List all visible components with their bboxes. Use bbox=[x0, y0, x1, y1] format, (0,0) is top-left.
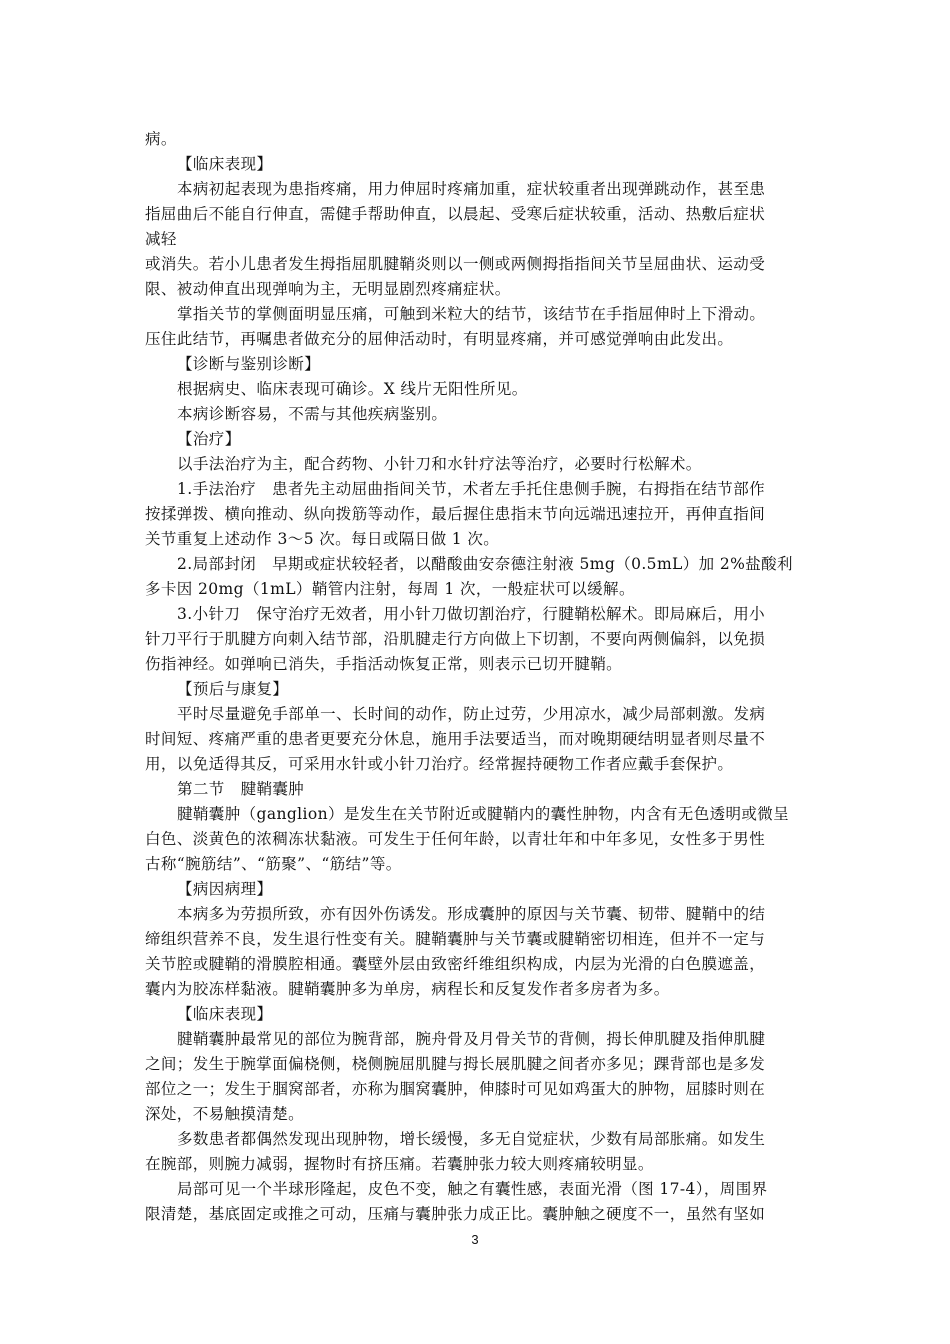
text-line: 关节重复上述动作 3～5 次。每日或隔日做 1 次。 bbox=[145, 530, 500, 548]
text-line: 多数患者都偶然发现出现肿物，增长缓慢，多无自觉症状，少数有局部胀痛。如发生 bbox=[177, 1130, 766, 1148]
text-line: 部位之一；发生于腘窝部者，亦称为腘窝囊肿，伸膝时可见如鸡蛋大的肿物，屈膝时则在 bbox=[145, 1080, 766, 1098]
text-line: 或消失。若小儿患者发生拇指屈肌腱鞘炎则以一侧或两侧拇指指间关节呈屈曲状、运动受 bbox=[145, 255, 766, 273]
text-line: 限清楚，基底固定或推之可动，压痛与囊肿张力成正比。囊肿触之硬度不一，虽然有坚如 bbox=[145, 1205, 766, 1223]
text-line: 指屈曲后不能自行伸直，需健手帮助伸直，以晨起、受寒后症状较重，活动、热敷后症状 bbox=[145, 205, 766, 223]
text-line: 囊内为胶冻样黏液。腱鞘囊肿多为单房，病程长和反复发作者多房者为多。 bbox=[145, 980, 670, 998]
text-line: 病。 bbox=[145, 130, 177, 148]
text-line: 关节腔或腱鞘的滑膜腔相通。囊壁外层由致密纤维组织构成，内层为光滑的白色膜遮盖， bbox=[145, 955, 766, 973]
text-line: 2.局部封闭 早期或症状较轻者，以醋酸曲安奈德注射液 5mg（0.5mL）加 2%盐酸利 bbox=[177, 555, 793, 573]
text-line: 伤指神经。如弹响已消失，手指活动恢复正常，则表示已切开腱鞘。 bbox=[145, 655, 623, 673]
text-line: 【预后与康复】 bbox=[177, 680, 289, 698]
text-line: 平时尽量避免手部单一、长时间的动作，防止过劳，少用凉水，减少局部刺激。发病 bbox=[177, 705, 766, 723]
text-line: 在腕部，则腕力减弱，握物时有挤压痛。若囊肿张力较大则疼痛较明显。 bbox=[145, 1155, 654, 1173]
text-line: 限、被动伸直出现弹响为主，无明显剧烈疼痛症状。 bbox=[145, 280, 511, 298]
text-line: 本病初起表现为患指疼痛，用力伸屈时疼痛加重，症状较重者出现弹跳动作，甚至患 bbox=[177, 180, 766, 198]
text-line: 之间；发生于腕掌面偏桡侧，桡侧腕屈肌腱与拇长展肌腱之间者亦多见；踝背部也是多发 bbox=[145, 1055, 766, 1073]
text-line: 【病因病理】 bbox=[177, 880, 273, 898]
text-line: 时间短、疼痛严重的患者更要充分休息，施用手法要适当，而对晚期硬结明显者则尽量不 bbox=[145, 730, 766, 748]
text-line: 本病多为劳损所致，亦有因外伤诱发。形成囊肿的原因与关节囊、韧带、腱鞘中的结 bbox=[177, 905, 766, 923]
text-line: 用，以免适得其反，可采用水针或小针刀治疗。经常握持硬物工作者应戴手套保护。 bbox=[145, 755, 734, 773]
body-text bbox=[145, 127, 807, 1227]
text-line: 【临床表现】 bbox=[177, 155, 273, 173]
text-line: 【临床表现】 bbox=[177, 1005, 273, 1023]
text-line: 本病诊断容易，不需与其他疾病鉴别。 bbox=[177, 405, 448, 423]
text-line: 第二节 腱鞘囊肿 bbox=[177, 780, 305, 798]
text-line: 掌指关节的掌侧面明显压痛，可触到米粒大的结节，该结节在手指屈伸时上下滑动。 bbox=[177, 305, 766, 323]
text-line: 腱鞘囊肿（ganglion）是发生在关节附近或腱鞘内的囊性肿物，内含有无色透明或微呈 bbox=[177, 805, 790, 823]
text-line: 白色、淡黄色的浓稠冻状黏液。可发生于任何年龄，以青壮年和中年多见，女性多于男性 bbox=[145, 830, 766, 848]
text-line: 腱鞘囊肿最常见的部位为腕背部，腕舟骨及月骨关节的背侧，拇长伸肌腱及指伸肌腱 bbox=[177, 1030, 766, 1048]
text-line: 【诊断与鉴别诊断】 bbox=[177, 355, 321, 373]
text-line: 深处，不易触摸清楚。 bbox=[145, 1105, 305, 1123]
page-number: 3 bbox=[471, 1232, 479, 1247]
text-line: 缔组织营养不良，发生退行性变有关。腱鞘囊肿与关节囊或腱鞘密切相连，但并不一定与 bbox=[145, 930, 766, 948]
text-line: 针刀平行于肌腱方向刺入结节部，沿肌腱走行方向做上下切割，不要向两侧偏斜，以免损 bbox=[145, 630, 766, 648]
text-line: 多卡因 20mg（1mL）鞘管内注射，每周 1 次，一般症状可以缓解。 bbox=[145, 580, 635, 598]
text-line: 以手法治疗为主，配合药物、小针刀和水针疗法等治疗，必要时行松解术。 bbox=[177, 455, 702, 473]
text-line: 按揉弹拨、横向推动、纵向拨筋等动作，最后握住患指末节向远端迅速拉开，再伸直指间 bbox=[145, 505, 766, 523]
text-line: 减轻 bbox=[145, 230, 177, 248]
text-line: 3.小针刀 保守治疗无效者，用小针刀做切割治疗，行腱鞘松解术。即局麻后，用小 bbox=[177, 605, 765, 623]
text-line: 【治疗】 bbox=[177, 430, 241, 448]
text-line: 根据病史、临床表现可确诊。X 线片无阳性所见。 bbox=[177, 380, 528, 398]
text-line: 古称“腕筋结”、“筋聚”、“筋结”等。 bbox=[145, 855, 402, 873]
text-line: 局部可见一个半球形隆起，皮色不变，触之有囊性感，表面光滑（图 17-4），周围界 bbox=[177, 1180, 768, 1198]
text-line: 压住此结节，再嘱患者做充分的屈伸活动时，有明显疼痛，并可感觉弹响由此发出。 bbox=[145, 330, 734, 348]
text-line: 1.手法治疗 患者先主动屈曲指间关节，术者左手托住患侧手腕，右拇指在结节部作 bbox=[177, 480, 765, 498]
